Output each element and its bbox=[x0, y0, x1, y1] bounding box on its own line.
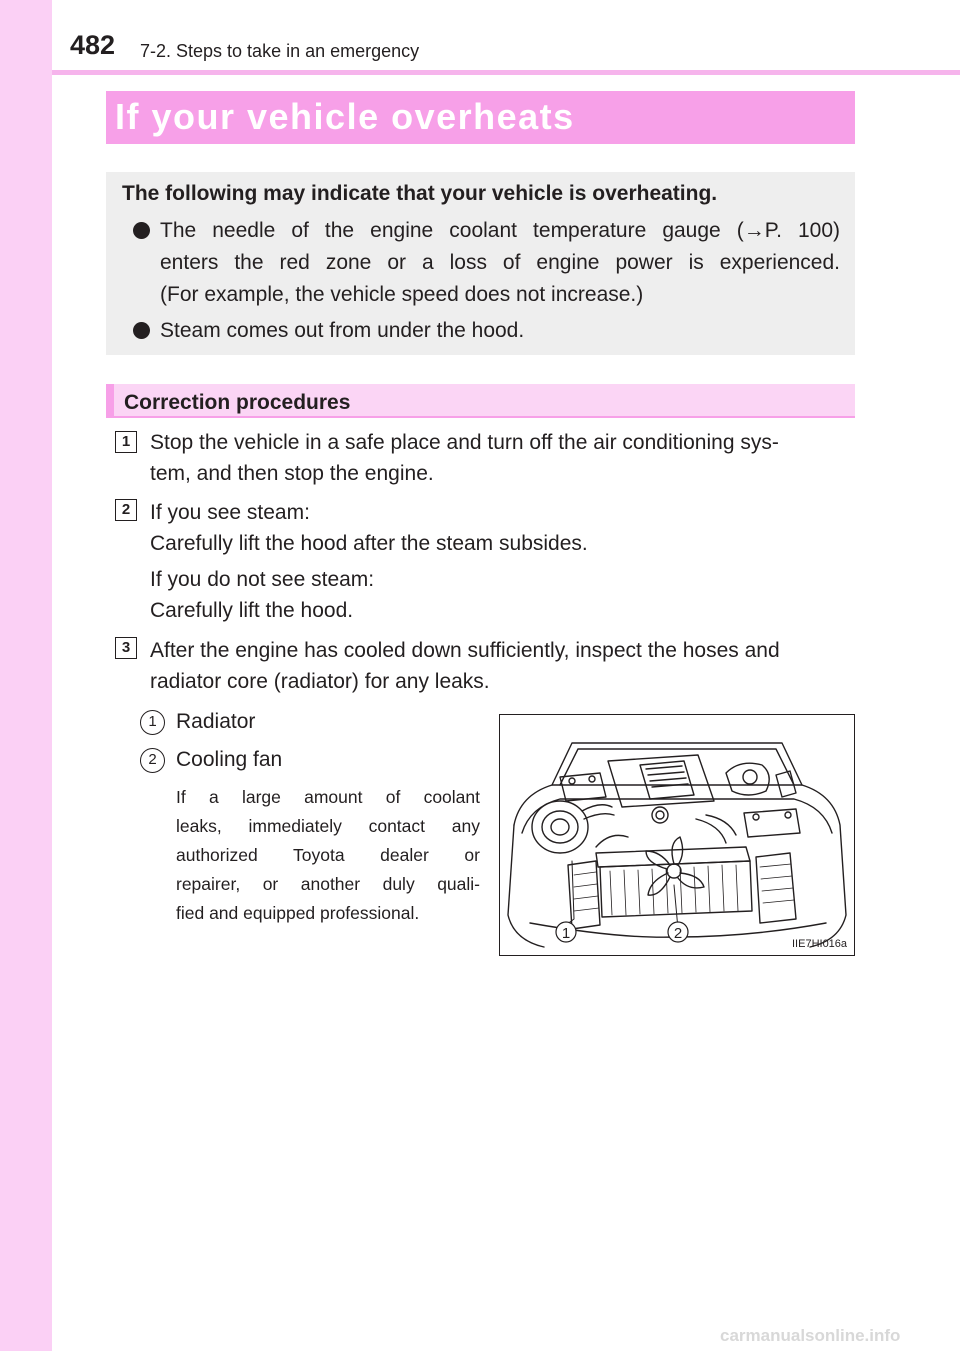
step-2-line-1: If you see steam: bbox=[150, 501, 310, 524]
step-number-3: 3 bbox=[115, 637, 137, 659]
note-line-5: fied and equipped professional. bbox=[176, 903, 420, 923]
engine-bay-drawing bbox=[500, 715, 854, 955]
step-1-line-2: tem, and then stop the engine. bbox=[150, 462, 434, 485]
step-3-line-1: After the engine has cooled down sufficiently, inspect the hoses and bbox=[150, 639, 780, 662]
figure-callout-2-text: 2 bbox=[673, 925, 683, 942]
step-3-line-2: radiator core (radiator) for any leaks. bbox=[150, 670, 490, 693]
bullet-icon bbox=[133, 322, 150, 339]
step-2-line-2: Carefully lift the hood after the steam subsides. bbox=[150, 532, 588, 555]
header-rule bbox=[52, 70, 960, 75]
step-number-2: 2 bbox=[115, 499, 137, 521]
running-head: 7-2. Steps to take in an emergency bbox=[140, 41, 420, 61]
side-color-strip bbox=[0, 0, 52, 1351]
figure-callout-2 bbox=[668, 922, 688, 942]
bullet-2: Steam comes out from under the hood. bbox=[160, 319, 525, 342]
callout-label-cooling-fan: Cooling fan bbox=[176, 748, 283, 771]
bullet-1-line-1: The needle of the engine coolant temperature gauge (→P. 100) bbox=[160, 219, 840, 242]
step-number-1: 1 bbox=[115, 431, 137, 453]
callout-label-radiator: Radiator bbox=[176, 710, 256, 733]
step-2-line-4: Carefully lift the hood. bbox=[150, 599, 354, 622]
page-number: 482 bbox=[70, 30, 116, 60]
bullet-1-line-2: enters the red zone or a loss of engine power is experienced. bbox=[160, 251, 840, 274]
bullet-icon bbox=[133, 222, 150, 239]
note-line-3: authorized Toyota dealer or bbox=[176, 845, 480, 865]
symptoms-heading: The following may indicate that your vehicle is overheating. bbox=[122, 182, 718, 205]
bullet-1-line-3: (For example, the vehicle speed does not increase.) bbox=[160, 283, 644, 306]
step-2-line-3: If you do not see steam: bbox=[150, 568, 375, 591]
note-line-4: repairer, or another duly quali- bbox=[176, 874, 480, 894]
note-line-1: If a large amount of coolant bbox=[176, 787, 480, 807]
callout-number-2: 2 bbox=[140, 748, 165, 773]
section-accent-bar bbox=[106, 384, 114, 418]
callout-number-1: 1 bbox=[140, 710, 165, 735]
engine-bay-illustration bbox=[499, 714, 855, 956]
page-title: If your vehicle overheats bbox=[115, 96, 575, 137]
step-1-line-1: Stop the vehicle in a safe place and turn off the air conditioning sys- bbox=[150, 431, 779, 454]
section-heading: Correction procedures bbox=[124, 391, 351, 414]
note-line-2: leaks, immediately contact any bbox=[176, 816, 480, 836]
footer-watermark: carmanualsonline.info bbox=[720, 1326, 901, 1345]
figure-code: IIE7HI016a bbox=[792, 938, 848, 950]
figure-callout-1-text: 1 bbox=[561, 925, 571, 942]
figure-callout-1 bbox=[556, 922, 576, 942]
